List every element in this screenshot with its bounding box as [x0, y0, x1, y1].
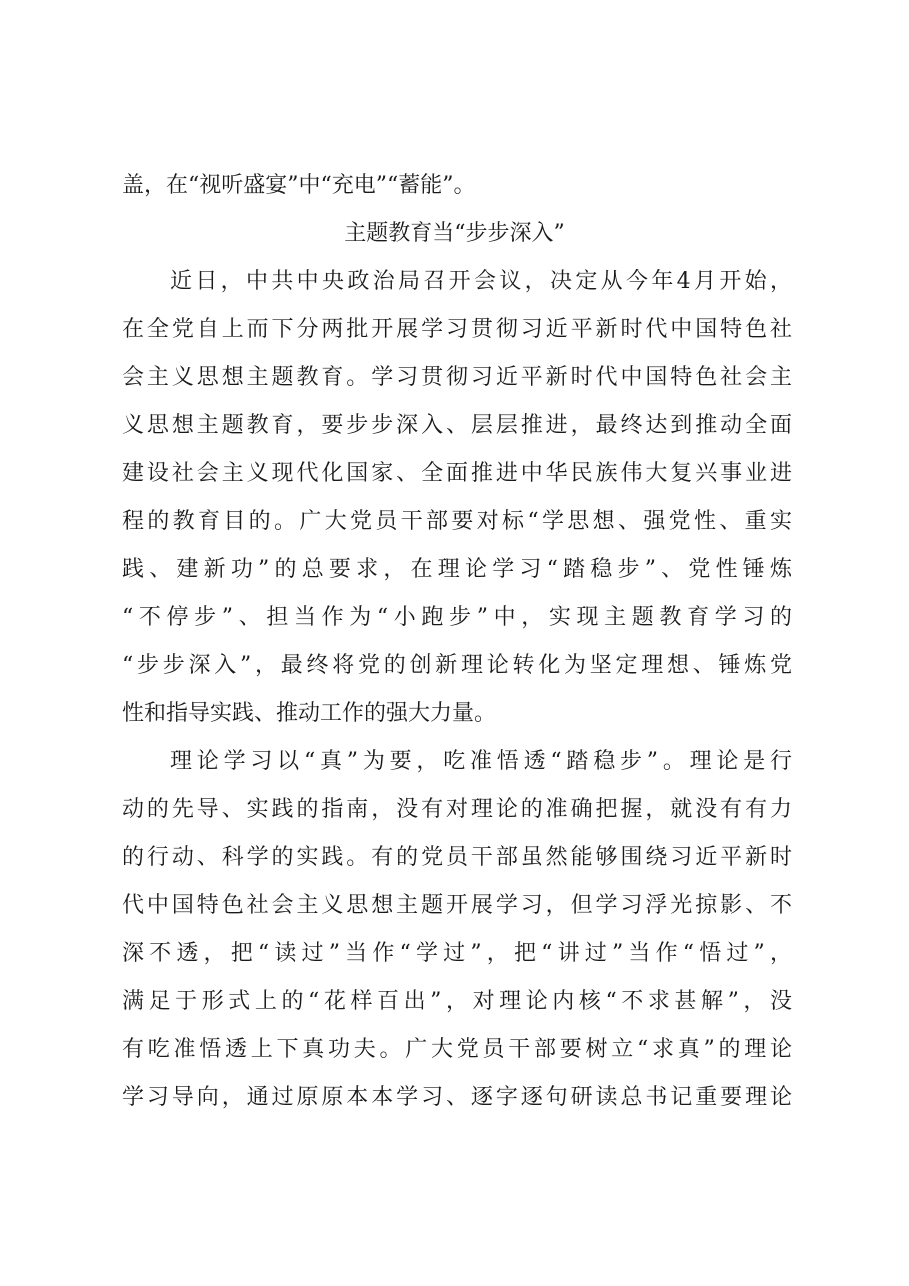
carry-over-line: 盖，在“视听盛宴”中“充电”“蓄能”。	[122, 173, 476, 198]
paragraph-2-line-6: 满足于形式上的“花样百出”，对理论内核“不求甚解”，没	[122, 989, 792, 1014]
paragraph-2-line-8: 学习导向，通过原原本本学习、逐字逐句研读总书记重要理论	[122, 1085, 792, 1110]
paragraph-2-line-5: 深不透，把“读过”当作“学过”，把“讲过”当作“悟过”，	[122, 941, 792, 966]
section-title: 主题教育当“步步深入”	[344, 221, 565, 246]
paragraph-2-line-2: 动的先导、实践的指南，没有对理论的准确把握，就没有有力	[122, 797, 792, 822]
paragraph-2-line-7: 有吃准悟透上下真功夫。广大党员干部要树立“求真”的理论	[122, 1037, 792, 1062]
paragraph-1-line-1: 近日，中共中央政治局召开会议，决定从今年4月开始，	[170, 269, 792, 294]
paragraph-1-line-5: 建设社会主义现代化国家、全面推进中华民族伟大复兴事业进	[122, 461, 792, 486]
paragraph-1-line-6: 程的教育目的。广大党员干部要对标“学思想、强党性、重实	[122, 509, 792, 534]
paragraph-1-line-7: 践、建新功”的总要求，在理论学习“踏稳步”、党性锤炼	[122, 557, 792, 582]
paragraph-1-line-2: 在全党自上而下分两批开展学习贯彻习近平新时代中国特色社	[122, 317, 792, 342]
paragraph-2-line-4: 代中国特色社会主义思想主题开展学习，但学习浮光掠影、不	[122, 893, 792, 918]
paragraph-1-line-8: “不停步”、担当作为“小跑步”中，实现主题教育学习的	[122, 605, 792, 630]
paragraph-2-line-3: 的行动、科学的实践。有的党员干部虽然能够围绕习近平新时	[122, 845, 792, 870]
paragraph-2-line-1: 理论学习以“真”为要，吃准悟透“踏稳步”。理论是行	[170, 749, 792, 774]
paragraph-1-line-10: 性和指导实践、推动工作的强大力量。	[122, 701, 497, 726]
paragraph-1-line-4: 义思想主题教育，要步步深入、层层推进，最终达到推动全面	[122, 413, 792, 438]
paragraph-1-line-9: “步步深入”，最终将党的创新理论转化为坚定理想、锤炼党	[122, 653, 792, 678]
paragraph-1-line-3: 会主义思想主题教育。学习贯彻习近平新时代中国特色社会主	[122, 365, 792, 390]
